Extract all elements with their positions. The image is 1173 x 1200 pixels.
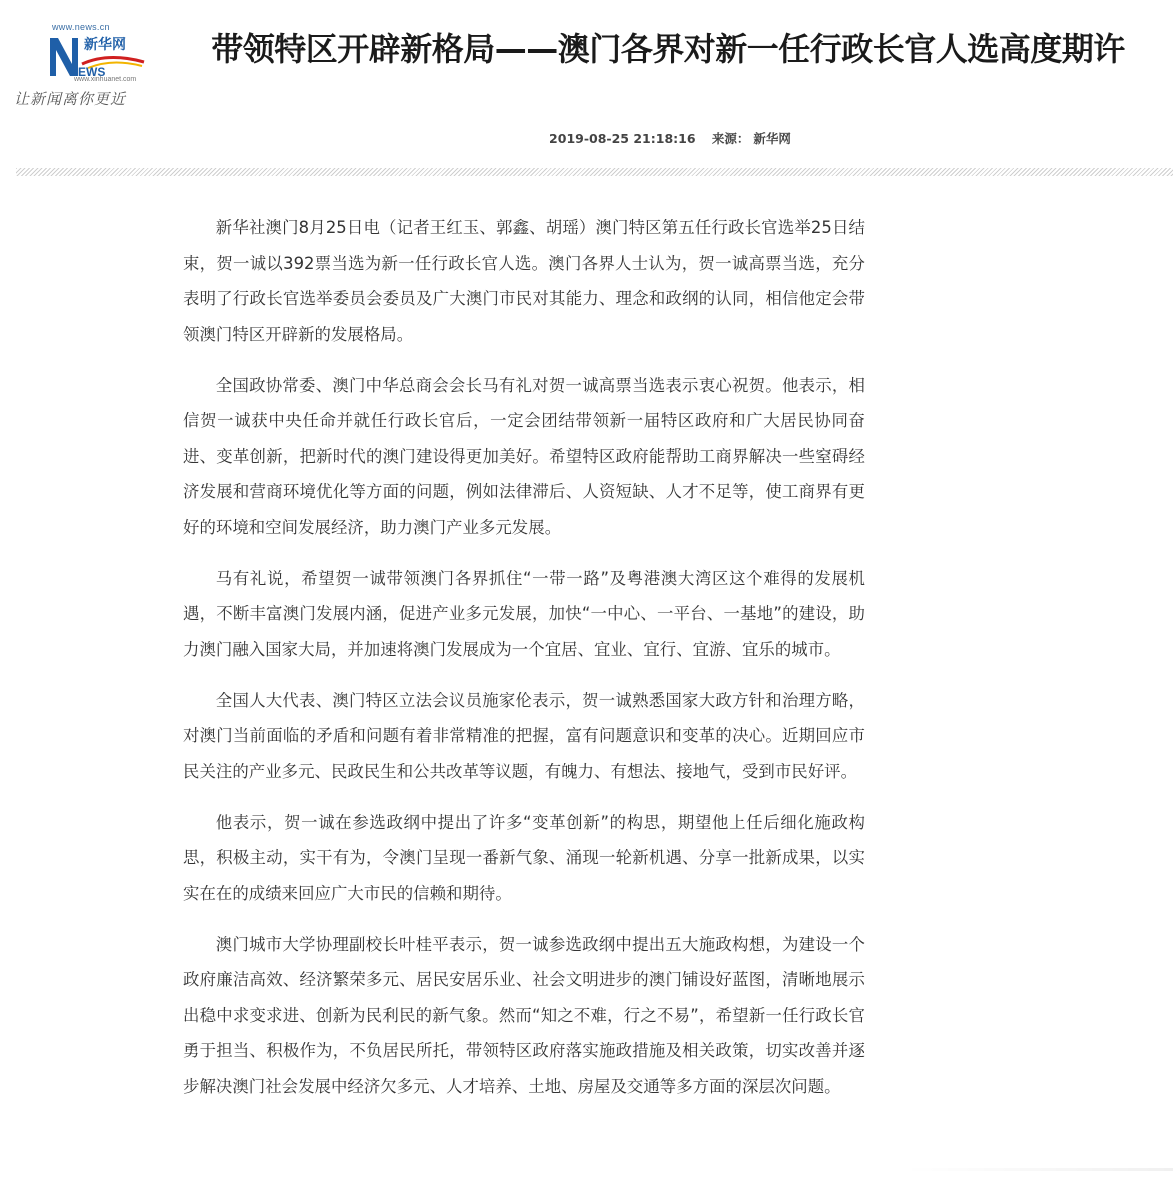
article-paragraph: 他表示，贺一诚在参选政纲中提出了许多“变革创新”的构思，期望他上任后细化施政构思，积极主动，实干有为，令澳门呈现一番新气象、涌现一轮新机遇、分享一批新成果，以实实在在的成绩来回应广大市民的信赖和期待。 [183,812,865,903]
page-edge-shadow [903,1168,1173,1171]
source-label: 来源： [711,131,750,146]
source-name: 新华网 [753,131,791,146]
header-divider [16,168,1173,176]
xinhuanet-logo-icon [48,34,148,78]
logo-news: EWS [78,65,106,78]
article-title: 带领特区开辟新格局——澳门各界对新一任行政长官人选高度期许 [211,30,1125,68]
publish-datetime: 2019-08-25 21:18:16 [549,131,696,146]
xinhuanet-logo[interactable] [14,22,164,114]
article-body [183,210,865,1120]
logo-slogan: 让新闻离你更近 [14,90,127,108]
article-paragraph: 全国政协常委、澳门中华总商会会长马有礼对贺一诚高票当选表示衷心祝贺。他表示，相信贺一诚获中央任命并就任行政长官后，一定会团结带领新一届特区政府和广大居民协同奋进、变革创新，把新时代的澳门建设得更加美好。希望特区政府能帮助工商界解决一些窒碍经济发展和营商环境优化等方面的问题，例如法律滞后、人资短缺、人才不足等，使工商界有更好的环境和空间发展经济，助力澳门产业多元发展。 [183,375,865,537]
article-paragraph: 马有礼说，希望贺一诚带领澳门各界抓住“一带一路”及粤港澳大湾区这个难得的发展机遇，不断丰富澳门发展内涵，促进产业多元发展，加快“一中心、一平台、一基地”的建设，助力澳门融入国家大局，并加速将澳门发展成为一个宜居、宜业、宜行、宜游、宜乐的城市。 [183,568,865,659]
article-paragraph: 全国人大代表、澳门特区立法会议员施家伦表示，贺一诚熟悉国家大政方针和治理方略，对澳门当前面临的矛盾和问题有着非常精准的把握，富有问题意识和变革的决心。近期回应市民关注的产业多元、民政民生和公共改革等议题，有魄力、有想法、接地气，受到市民好评。 [183,690,865,781]
logo-url-text: www.news.cn [52,22,110,32]
source-block [712,131,791,146]
logo-url-sub: www.xinhuanet.com [74,76,137,83]
article-paragraph: 新华社澳门8月25日电（记者王红玉、郭鑫、胡瑶）澳门特区第五任行政长官选举25日结束，贺一诚以392票当选为新一任行政长官人选。澳门各界人士认为，贺一诚高票当选，充分表明了行政长官选举委员会委员及广大澳门市民对其能力、理念和政纲的认同，相信他定会带领澳门特区开辟新的发展格局。 [183,218,865,344]
article-meta [168,129,1172,147]
logo-brand: 新华网 [84,37,126,53]
article-paragraph: 澳门城市大学协理副校长叶桂平表示，贺一诚参选政纲中提出五大施政构想，为建设一个政府廉洁高效、经济繁荣多元、居民安居乐业、社会文明进步的澳门铺设好蓝图，清晰地展示出稳中求变求进、创新为民利民的新气象。然而“知之不难，行之不易”，希望新一任行政长官勇于担当、积极作为，不负居民所托，带领特区政府落实施政措施及相关政策，切实改善并逐步解决澳门社会发展中经济欠多元、人才培养、土地、房屋及交通等多方面的深层次问题。 [183,934,865,1096]
